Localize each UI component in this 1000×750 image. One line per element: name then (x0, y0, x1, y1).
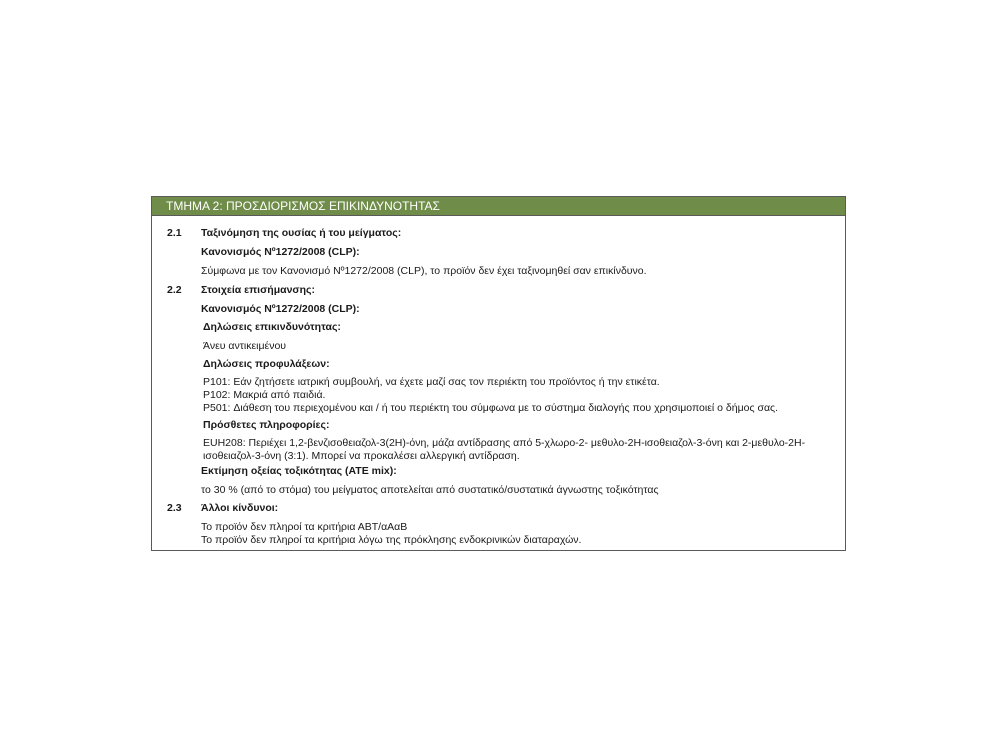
other-hazards-line-2: Το προϊόν δεν πληροί τα κριτήρια λόγω της πρόκλησης ενδοκρινικών διαταραχών. (201, 534, 582, 546)
subsection-heading-2-1: Ταξινόμηση της ουσίας ή του μείγματος: (201, 227, 402, 239)
precautionary-statements-heading: Δηλώσεις προφυλάξεων: (203, 358, 330, 370)
precaution-p501: P501: Διάθεση του περιεχομένου και / ή του περιέκτη του σύμφωνα με το σύστημα διαλογής που χρησιμοποιεί ο δήμος σας. (203, 402, 778, 414)
regulation-heading-2-1: Κανονισμός Nº1272/2008 (CLP): (201, 246, 360, 258)
precaution-p102: P102: Μακριά από παιδιά. (203, 389, 326, 401)
additional-info-heading: Πρόσθετες πληροφορίες: (203, 419, 330, 431)
subsection-number-2-2: 2.2 (167, 284, 182, 296)
precaution-p101: P101: Εάν ζητήσετε ιατρική συμβουλή, να έχετε μαζί σας τον περιέκτη του προϊόντος ή την ετικέτα. (203, 376, 660, 388)
subsection-number-2-1: 2.1 (167, 227, 182, 239)
section-title: ΤΜΗΜΑ 2: ΠΡΟΣΔΙΟΡΙΣΜΟΣ ΕΠΙΚΙΝΔΥΝΟΤΗΤΑΣ (152, 197, 845, 216)
subsection-heading-2-2: Στοιχεία επισήμανσης: (201, 284, 315, 296)
subsection-number-2-3: 2.3 (167, 502, 182, 514)
classification-text: Σύμφωνα με τον Κανονισμό Nº1272/2008 (CLP), το προϊόν δεν έχει ταξινομηθεί σαν επικίνδυνο. (201, 265, 647, 277)
acute-toxicity-text: το 30 % (από το στόμα) του μείγματος αποτελείται από συστατικό/συστατικά άγνωστης τοξικότητας (201, 484, 659, 496)
acute-toxicity-heading: Εκτίμηση οξείας τοξικότητας (ATE mix): (201, 465, 397, 477)
hazard-statements-heading: Δηλώσεις επικινδυνότητας: (203, 321, 341, 333)
euh208-line-2: ισοθειαζολ-3-όνη (3:1). Μπορεί να προκαλέσει αλλεργική αντίδραση. (203, 450, 520, 462)
section-2-box (151, 196, 846, 551)
regulation-heading-2-2: Κανονισμός Nº1272/2008 (CLP): (201, 303, 360, 315)
euh208-line-1: EUH208: Περιέχει 1,2-βενζισοθειαζολ-3(2Η)-όνη, μάζα αντίδρασης από 5-χλωρο-2- μεθυλο-2Η-ισοθειαζολ-3-όνη και 2-μεθυλο-2Η- (203, 437, 806, 449)
hazard-statements-text: Άνευ αντικειμένου (203, 340, 287, 352)
subsection-heading-2-3: Άλλοι κίνδυνοι: (201, 502, 279, 514)
other-hazards-line-1: Το προϊόν δεν πληροί τα κριτήρια ΑΒΤ/αΑαΒ (201, 521, 408, 533)
